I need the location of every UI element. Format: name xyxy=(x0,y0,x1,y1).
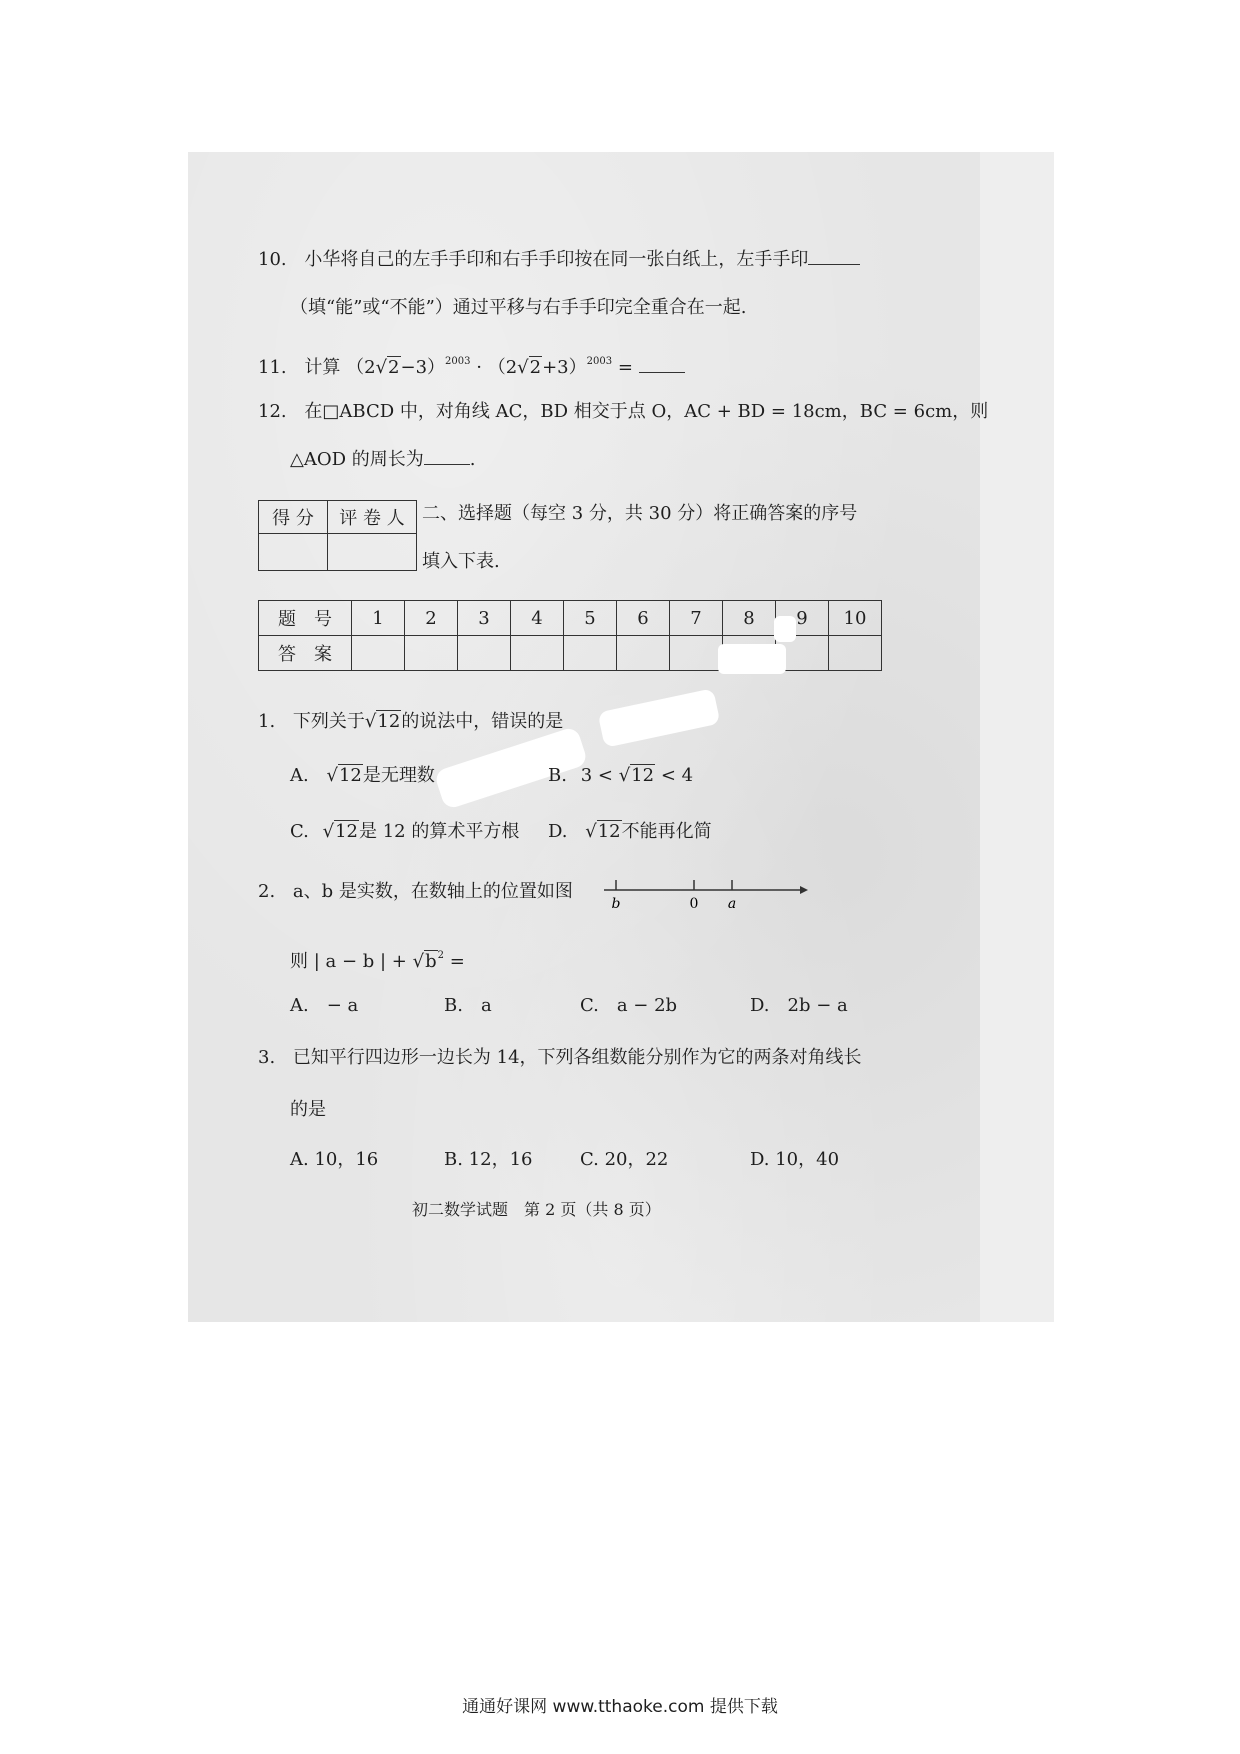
c1-option-a-rad: 12 xyxy=(338,765,362,786)
q11-sqrt2: √2 xyxy=(517,357,542,378)
c1-option-b-sqrt: √12 xyxy=(618,765,655,786)
answer-cell-1 xyxy=(352,636,405,671)
answer-table-number-label: 题 号 xyxy=(259,601,352,636)
page-number-footer: 初二数学试题 第 2 页（共 8 页） xyxy=(412,1200,661,1219)
c3-number: 3. xyxy=(258,1047,276,1068)
c3-option-c: C. 20，22 xyxy=(580,1149,669,1170)
q10-text-2: （填“能”或“不能”）通过平移与右手手印完全重合在一起. xyxy=(290,297,747,318)
c1-option-c-sqrt: √12 xyxy=(322,821,358,842)
scan-edge-shade xyxy=(980,152,1054,1322)
c1-option-a-text: 是无理数 xyxy=(362,765,435,786)
q11-blank xyxy=(639,372,685,373)
c1-option-c xyxy=(290,820,519,844)
c1-option-c-rad: 12 xyxy=(335,821,358,842)
answer-cell-3 xyxy=(458,636,511,671)
c1-option-b-rad: 12 xyxy=(631,765,655,786)
c1-option-a xyxy=(290,764,435,788)
q12-text-2: △AOD 的周长为 xyxy=(290,449,424,470)
c1-option-d xyxy=(548,820,712,844)
answer-table-number-2: 2 xyxy=(405,601,458,636)
q11-number: 11. xyxy=(258,357,287,378)
c2-text: a、b 是实数，在数轴上的位置如图 xyxy=(292,881,573,902)
c2-option-c: C. a − 2b xyxy=(580,995,678,1016)
c2-number: 2. xyxy=(258,881,276,902)
c1-pre: 下列关于 xyxy=(292,711,365,732)
q11-open2: （2 xyxy=(487,357,518,378)
number-line xyxy=(600,864,810,912)
c1-rad: 12 xyxy=(377,711,401,732)
q11-rad2: 2 xyxy=(529,357,542,378)
c3-text-2: 的是 xyxy=(290,1099,326,1120)
scan-smudge xyxy=(718,644,786,674)
c3-text-1: 已知平行四边形一边长为 14，下列各组数能分别作为它的两条对角线长 xyxy=(292,1047,862,1068)
q11-eq: = xyxy=(617,357,633,378)
score-box-grader-label: 评 卷 人 xyxy=(328,501,417,534)
scan-smudge xyxy=(774,616,796,642)
q12-text-1: 在□ABCD 中，对角线 AC，BD 相交于点 O，AC + BD = 18cm，BC = 6cm，则 xyxy=(304,401,989,422)
q12-end: . xyxy=(469,449,476,470)
answer-table-number-1: 1 xyxy=(352,601,405,636)
c2-option-a: A. − a xyxy=(290,995,359,1016)
q10-line1 xyxy=(258,248,860,272)
q11-sqrt1: √2 xyxy=(375,357,400,378)
answer-cell-5 xyxy=(564,636,617,671)
c1-sqrt: √12 xyxy=(364,711,401,732)
answer-cell-2 xyxy=(405,636,458,671)
c2-expression-sqrt: $√b^2$ xyxy=(412,950,445,972)
q11-open1: （2 xyxy=(346,357,376,378)
q12-line2 xyxy=(290,448,476,472)
score-box xyxy=(258,500,417,571)
answer-cell-6 xyxy=(617,636,670,671)
c2-option-d: D. 2b − a xyxy=(750,995,848,1016)
q11-mid2: +3） xyxy=(542,357,587,378)
answer-table-number-5: 5 xyxy=(564,601,617,636)
c2-expression-sup: 2 xyxy=(437,950,445,961)
score-box-score-label: 得 分 xyxy=(259,501,328,534)
section2-instruction: 填入下表. xyxy=(422,551,500,572)
c1-option-c-text: 是 12 的算术平方根 xyxy=(358,821,520,842)
c3-option-b: B. 12，16 xyxy=(444,1149,533,1170)
c1-option-b xyxy=(548,764,693,788)
c2-option-b: B. a xyxy=(444,995,492,1016)
q10-number: 10. xyxy=(258,249,287,270)
site-footer: 通通好课网 www.tthaoke.com 提供下载 xyxy=(462,1697,778,1717)
q10-text-1: 小华将自己的左手手印和右手手印按在同一张白纸上，左手手印 xyxy=(304,249,809,270)
score-box-grader-cell xyxy=(328,534,417,571)
c2-expression-pre: 则 | a − b | + xyxy=(290,951,407,972)
answer-table-number-10: 10 xyxy=(829,601,882,636)
c2-stem xyxy=(258,880,573,904)
answer-table-number-8: 8 xyxy=(723,601,776,636)
q12-line1 xyxy=(258,400,988,424)
answer-table-number-9: 9 xyxy=(776,601,829,636)
c1-option-b-pre: 3 < xyxy=(580,765,613,786)
q11-exp2: 2003 xyxy=(586,356,613,367)
answer-cell-7 xyxy=(670,636,723,671)
q11-dot: · xyxy=(476,357,482,378)
answer-table-answer-label: 答 案 xyxy=(259,636,352,671)
answer-table-number-7: 7 xyxy=(670,601,723,636)
q11-prefix: 计算 xyxy=(304,357,341,378)
c3-stem-1 xyxy=(258,1046,862,1070)
q10-blank xyxy=(808,264,860,265)
c1-option-d-sqrt: √12 xyxy=(585,821,621,842)
answer-cell-10 xyxy=(829,636,882,671)
c1-option-b-post: < 4 xyxy=(660,765,694,786)
q12-number: 12. xyxy=(258,401,287,422)
score-box-score-cell xyxy=(259,534,328,571)
c1-stem xyxy=(258,710,563,734)
c2-expression-rad: b xyxy=(425,951,437,972)
c1-number: 1. xyxy=(258,711,276,732)
q11-line xyxy=(258,350,685,380)
number-line-label-0: 0 xyxy=(689,896,699,912)
c1-option-c-label: C. xyxy=(290,821,309,842)
answer-table-number-6: 6 xyxy=(617,601,670,636)
c3-option-d: D. 10，40 xyxy=(750,1149,840,1170)
number-line-label-a: a xyxy=(727,896,737,912)
c1-option-b-label: B. xyxy=(548,765,567,786)
answer-cell-4 xyxy=(511,636,564,671)
q12-blank xyxy=(424,464,470,465)
c2-expression xyxy=(290,944,465,974)
section2-heading: 二、选择题（每空 3 分，共 30 分）将正确答案的序号 xyxy=(422,503,858,524)
c1-option-d-rad: 12 xyxy=(597,821,621,842)
c1-post: 的说法中，错误的是 xyxy=(401,711,564,732)
q11-mid1: −3） xyxy=(400,357,446,378)
c3-option-a: A. 10，16 xyxy=(290,1149,379,1170)
q11-exp1: 2003 xyxy=(445,356,471,367)
answer-table-number-3: 3 xyxy=(458,601,511,636)
c1-option-d-text: 不能再化简 xyxy=(621,821,712,842)
q11-rad1: 2 xyxy=(388,357,400,378)
c1-option-a-sqrt: √12 xyxy=(326,765,362,786)
c1-option-d-label: D. xyxy=(548,821,568,842)
c1-option-a-label: A. xyxy=(290,765,309,786)
c2-expression-post: = xyxy=(449,951,465,972)
answer-table-number-4: 4 xyxy=(511,601,564,636)
number-line-arrow-icon xyxy=(800,886,808,894)
number-line-label-b: b xyxy=(611,896,621,912)
